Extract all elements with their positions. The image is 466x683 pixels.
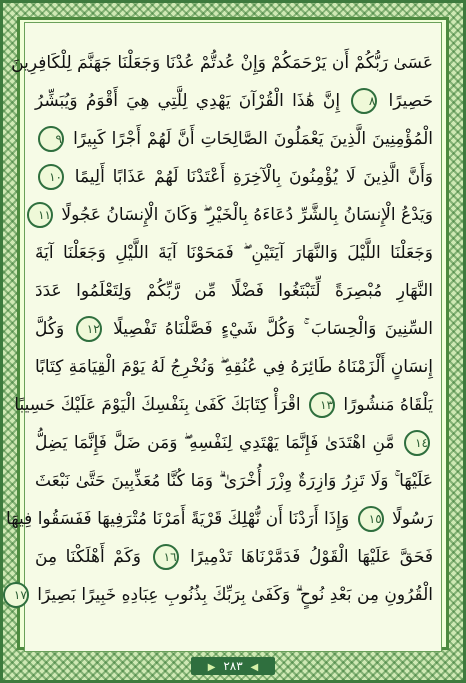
text-line — [35, 424, 433, 462]
line-text: عَلَيْهَا ۚ وَلَا تَزِرُ وَازِرَةٌ وِزْرَ أُخْرَىٰ ۗ وَمَا كُنَّا مُعَذِّبِينَ حَتَّىٰ نَبْعَثَ — [35, 471, 433, 491]
text-line — [35, 310, 433, 348]
page-number-bar — [3, 656, 463, 676]
quran-text-panel — [6, 22, 442, 652]
line-text: وَكُلَّ — [35, 319, 65, 339]
line-text: الْقُرُونِ مِن بَعْدِ نُوحٍ ۗ وَكَفَىٰ بِرَبِّكَ بِذُنُوبِ عِبَادِهِ خَبِيرًا بَصِيرًا — [37, 585, 433, 605]
line-text: السِّنِينَ وَالْحِسَابَ ۚ وَكُلَّ شَيْءٍ فَصَّلْنَاهُ تَفْصِيلًا — [113, 319, 433, 339]
line-text: الْمُؤْمِنِينَ الَّذِينَ يَعْمَلُونَ الصَّالِحَاتِ أَنَّ لَهُمْ أَجْرًا كَبِيرًا — [73, 129, 434, 149]
ayah-number-marker: ١٥ — [358, 506, 384, 532]
text-line — [35, 196, 433, 234]
text-line — [14, 386, 433, 424]
text-line — [35, 538, 433, 576]
text-line — [35, 272, 433, 310]
line-text: وَجَعَلْنَا اللَّيْلَ وَالنَّهَارَ آيَتَيْنِ ۖ فَمَحَوْنَا آيَةَ اللَّيْلِ وَجَعَلْنَا آيَةَ — [35, 243, 433, 263]
line-text: وَيَدْعُ الْإِنسَانُ بِالشَّرِّ دُعَاءَهُ بِالْخَيْرِ ۖ وَكَانَ الْإِنسَانُ عَجُولًا — [61, 205, 433, 225]
text-line — [35, 462, 433, 500]
line-text: يَلْقَاهُ مَنشُورًا — [343, 395, 433, 415]
line-text: رَسُولًا — [392, 509, 433, 529]
ayah-number-marker: ١٦ — [153, 544, 179, 570]
line-text: النَّهَارِ مُبْصِرَةً لِّتَبْتَغُوا فَضْلًا مِّن رَّبِّكُمْ وَلِتَعْلَمُوا عَدَدَ — [35, 281, 433, 301]
text-line — [35, 82, 433, 120]
line-text: مَّنِ اهْتَدَىٰ فَإِنَّمَا يَهْتَدِي لِنَفْسِهِ ۖ وَمَن ضَلَّ فَإِنَّمَا يَضِلُّ — [35, 433, 395, 453]
text-line — [11, 44, 433, 82]
ayah-number-marker: ١٧ — [3, 582, 29, 608]
triangle-left-icon: ◀ — [250, 662, 259, 673]
text-line — [35, 120, 433, 158]
ayah-number-marker: ١٠ — [38, 164, 64, 190]
page-number-badge — [191, 657, 275, 675]
text-line — [13, 576, 433, 614]
text-line — [35, 348, 433, 386]
ayah-number-marker: ٨ — [351, 88, 377, 114]
ayah-number-marker: ١٣ — [309, 392, 335, 418]
line-text: فَحَقَّ عَلَيْهَا الْقَوْلُ فَدَمَّرْنَاهَا تَدْمِيرًا — [190, 547, 434, 567]
line-text: حَصِيرًا — [388, 91, 434, 111]
ayah-number-marker: ٩ — [38, 126, 64, 152]
ayah-number-marker: ١٢ — [76, 316, 102, 342]
text-line — [35, 234, 433, 272]
line-text: وَكَمْ أَهْلَكْنَا مِنَ — [35, 547, 141, 567]
line-text: إِنسَانٍ أَلْزَمْنَاهُ طَائِرَهُ فِي عُنُقِهِ ۖ وَنُخْرِجُ لَهُ يَوْمَ الْقِيَامَةِ كِتَابًا — [35, 357, 433, 377]
triangle-right-icon: ▶ — [207, 662, 216, 673]
line-text: وَإِذَا أَرَدْنَا أَن نُّهْلِكَ قَرْيَةً أَمَرْنَا مُتْرَفِيهَا فَفَسَقُوا فِيهَا — [6, 509, 350, 529]
line-text: إِنَّ هَٰذَا الْقُرْآنَ يَهْدِي لِلَّتِي هِيَ أَقْوَمُ وَيُبَشِّرُ — [35, 91, 341, 111]
line-text: عَسَىٰ رَبُّكُمْ أَن يَرْحَمَكُمْ وَإِنْ عُدتُّمْ عُدْنَا وَجَعَلْنَا جَهَنَّمَ لِلْكَافِرِينَ — [11, 53, 433, 73]
line-text: وَأَنَّ الَّذِينَ لَا يُؤْمِنُونَ بِالْآخِرَةِ أَعْتَدْنَا لَهُمْ عَذَابًا أَلِيمًا — [74, 167, 434, 187]
ayah-number-marker: ١١ — [27, 202, 53, 228]
line-text: اقْرَأْ كِتَابَكَ كَفَىٰ بِنَفْسِكَ الْيَوْمَ عَلَيْكَ حَسِيبًا — [14, 395, 301, 415]
page-number: ٢٨٣ — [223, 659, 243, 673]
text-line — [6, 500, 433, 538]
ayah-number-marker: ١٤ — [404, 430, 430, 456]
text-line — [35, 158, 433, 196]
